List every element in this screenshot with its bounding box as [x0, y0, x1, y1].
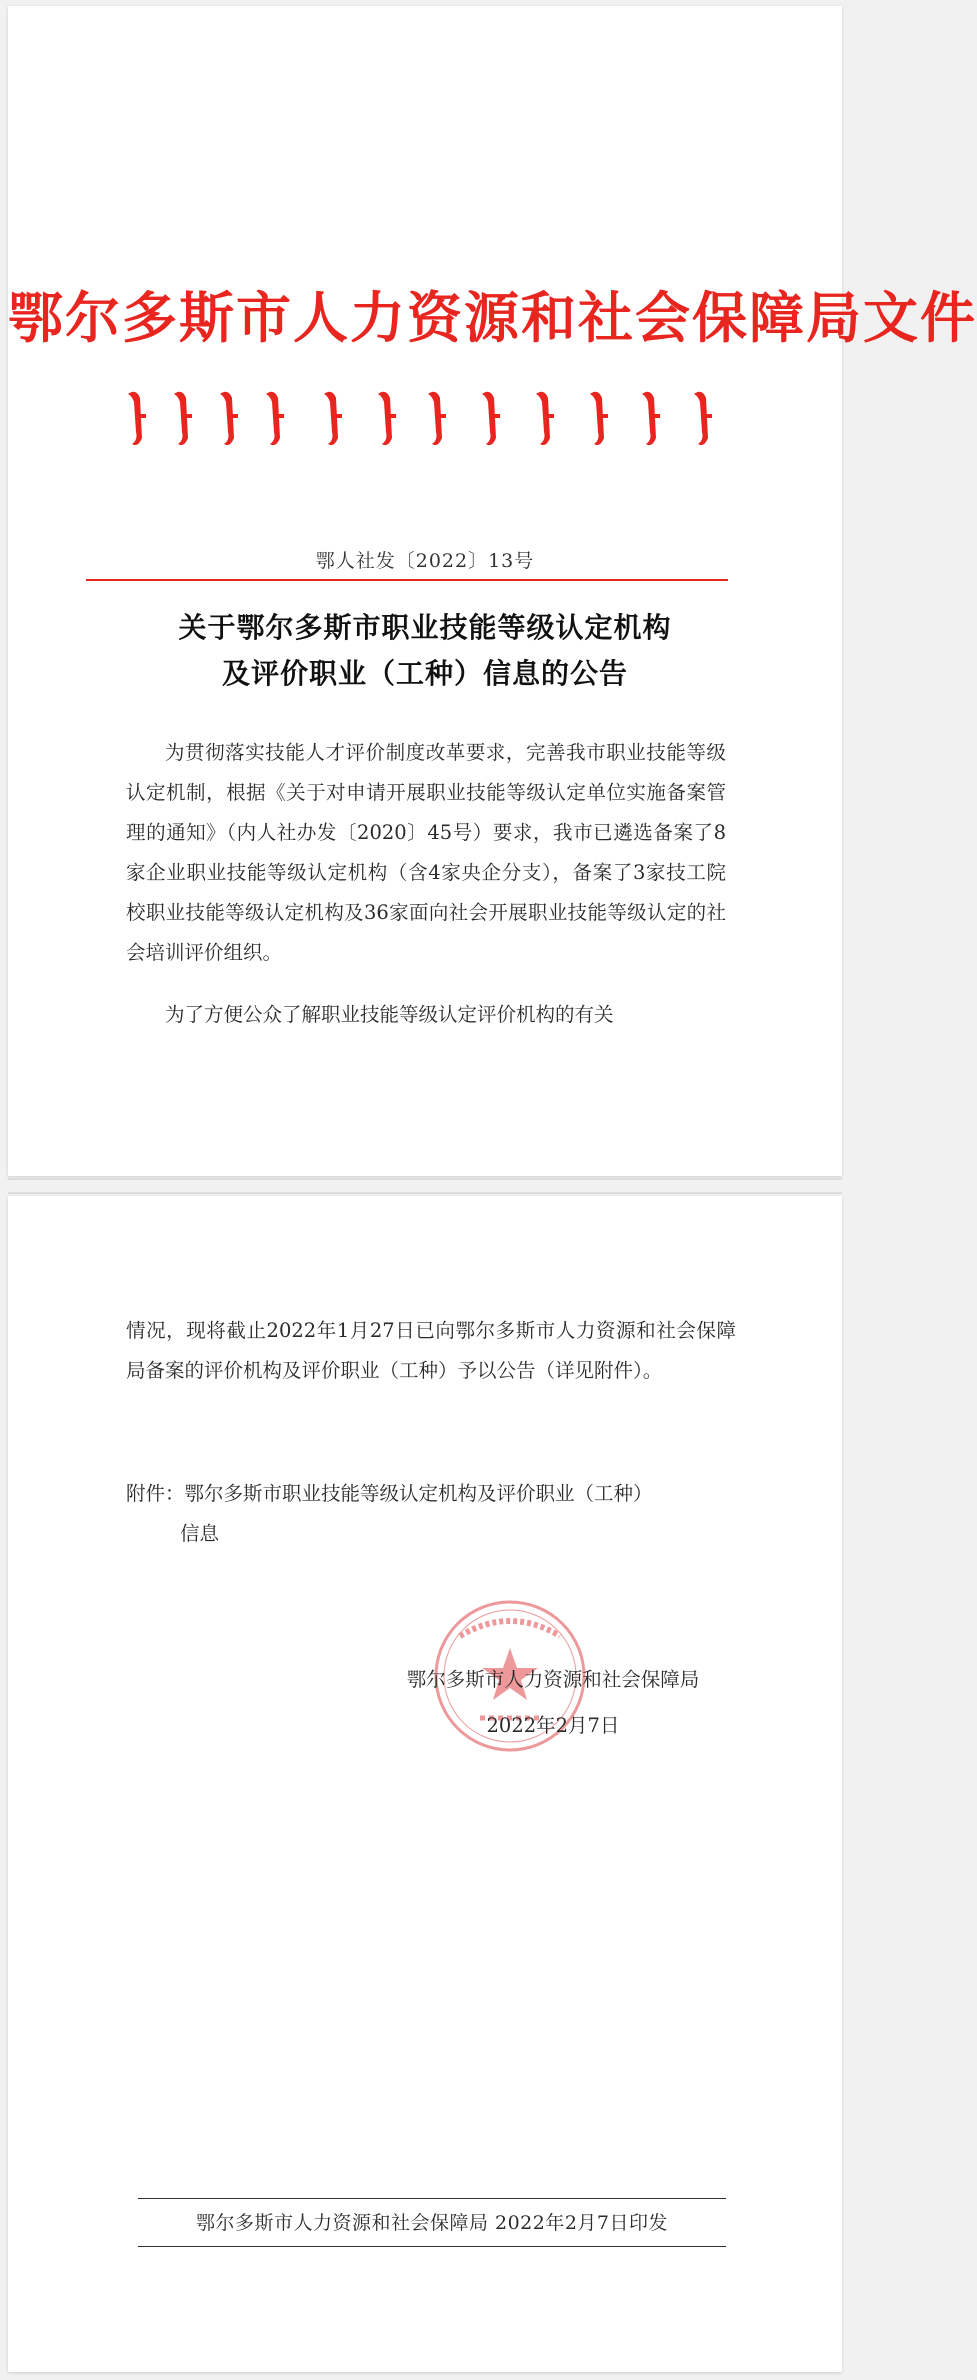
footer-print-info: 鄂尔多斯市人力资源和社会保障局 2022年2月7日印发	[195, 2212, 669, 2234]
red-divider-line	[86, 579, 728, 581]
document-number: 鄂人社发〔2022〕13号	[315, 550, 535, 572]
signature-date: 2022年2月7日	[486, 1714, 620, 1737]
document-header: 鄂尔多斯市人力资源和社会保障局文件	[8, 285, 977, 350]
attachment-line: 附件：鄂尔多斯市职业技能等级认定机构及评价职业（工种）	[126, 1482, 653, 1505]
footer-top-rule	[138, 2198, 726, 2199]
page-edge	[8, 1192, 842, 1194]
body-paragraph-1: 为贯彻落实技能人才评价制度改革要求，完善我市职业技能等级认定机制，根据《关于对申请开展职业技能等级认定单位实施备案管理的通知》（内人社办发〔2020〕45号）要求，我市已遴选备案了8家企业职业技能等级认定机构（含4家央企分支），备案了3家技工院校职业技能等级认定机构及36家面向社会开展职业技能等级认定的社会培训评价组织。	[126, 741, 726, 964]
mongolian-script-header	[118, 386, 730, 456]
document-title-line-2: 及评价职业（工种）信息的公告	[221, 657, 628, 690]
signature-organization: 鄂尔多斯市人力资源和社会保障局	[406, 1668, 700, 1691]
page-edge	[8, 1178, 842, 1180]
document-page-2	[8, 1196, 842, 2372]
body-paragraph-2: 为了方便公众了解职业技能等级认定评价机构的有关	[165, 1003, 614, 1026]
document-page-1	[8, 6, 977, 1176]
footer-bottom-rule	[138, 2246, 726, 2247]
attachment-line-continued: 信息	[180, 1522, 220, 1545]
body-paragraph-continued: 情况，现将截止2022年1月27日已向鄂尔多斯市人力资源和社会保障局备案的评价机构及评价职业（工种）予以公告（详见附件）。	[126, 1319, 736, 1382]
document-title-line-1: 关于鄂尔多斯市职业技能等级认定机构	[178, 611, 672, 644]
